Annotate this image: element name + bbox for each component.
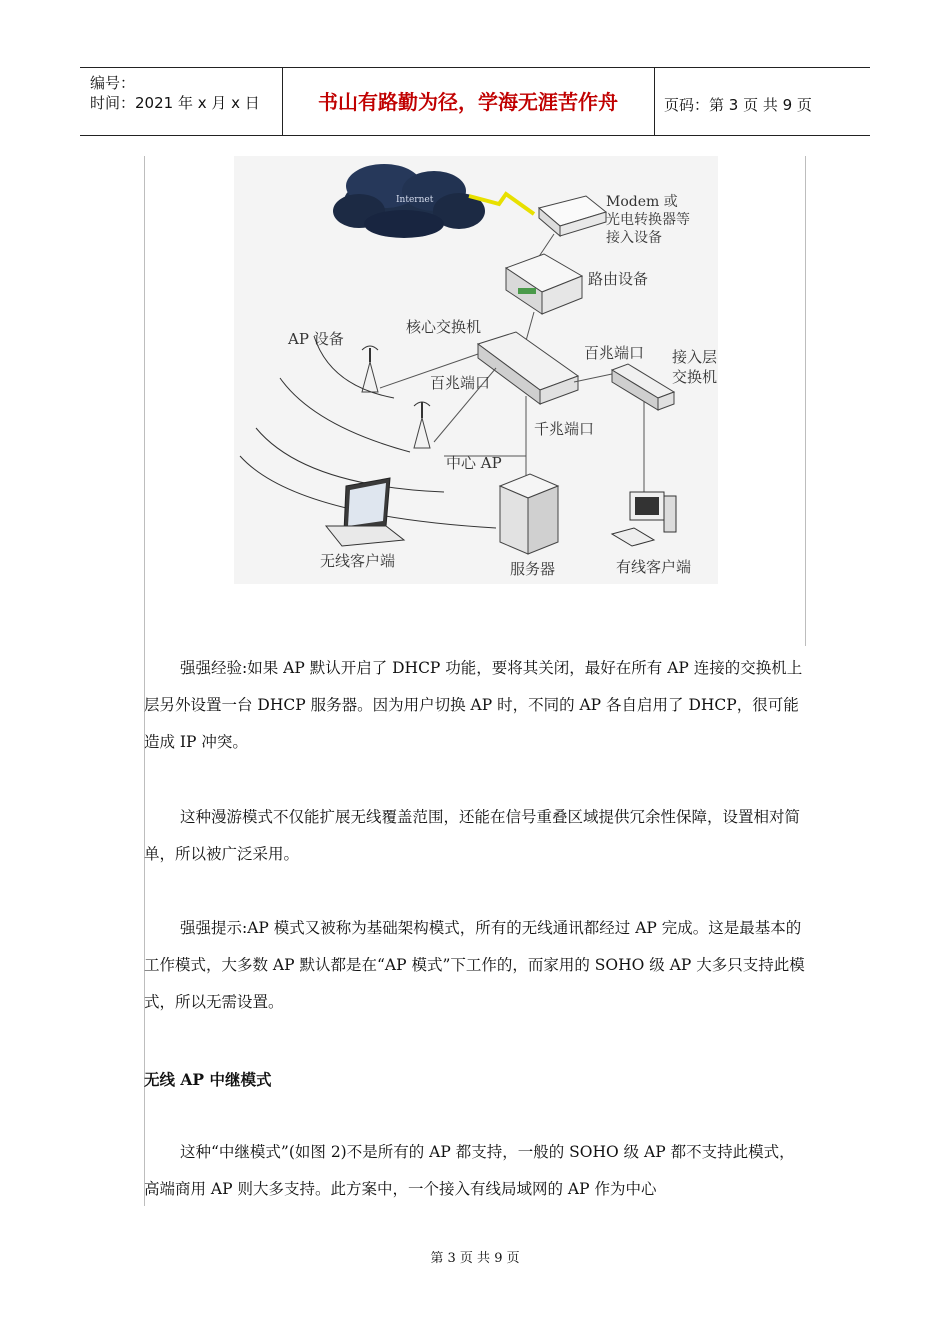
server-label: 服务器 [510, 560, 556, 578]
paragraph-ap-mode: 强强提示:AP 模式又被称为基础架构模式，所有的无线通讯都经过 AP 完成。这是最基本的工作模式，大多数 AP 默认都是在“AP 模式”下工作的，而家用的 SOHO 级 AP 大多只支持此模式，所以无需设置。 [144, 919, 805, 1011]
fast-port-label-2: 百兆端口 [430, 374, 491, 392]
gigabit-port-label: 千兆端口 [534, 420, 595, 438]
header-motto: 书山有路勤为径，学海无涯苦作舟 [318, 90, 618, 114]
header-rule-top [80, 67, 870, 68]
fast-port-label-1: 百兆端口 [584, 344, 645, 362]
wired-client-label: 有线客户端 [616, 558, 692, 576]
paragraph-roaming: 这种漫游模式不仅能扩展无线覆盖范围，还能在信号重叠区域提供冗余性保障，设置相对简单，所以被广泛采用。 [144, 808, 801, 863]
core-switch-label: 核心交换机 [406, 318, 482, 336]
header-divider-2 [654, 67, 655, 136]
internet-label: Internet [396, 195, 434, 205]
access-switch-label-2: 交换机 [672, 368, 718, 386]
access-switch-label-1: 接入层 [672, 348, 718, 366]
header-rule-bottom [80, 135, 870, 136]
ap-device-label: AP 设备 [288, 330, 344, 348]
frame-line-right [805, 156, 806, 646]
modem-label-1: Modem 或 [606, 194, 678, 210]
page-footer: 第 3 页 共 9 页 [430, 1251, 520, 1266]
network-diagram [234, 156, 718, 584]
central-ap-label: 中心 AP [446, 454, 502, 472]
wireless-client-label: 无线客户端 [320, 552, 396, 570]
paragraph-repeater: 这种“中继模式”(如图 2)不是所有的 AP 都支持，一般的 SOHO 级 AP 都不支持此模式，高端商用 AP 则大多支持。此方案中，一个接入有线局域网的 AP 作为中心 [144, 1143, 795, 1198]
section-heading: 无线 AP 中继模式 [144, 1070, 272, 1089]
page-label: 页码：第 3 页 共 9 页 [664, 96, 812, 114]
paragraph-dhcp-tip: 强强经验:如果 AP 默认开启了 DHCP 功能，要将其关闭，最好在所有 AP 连接的交换机上层另外设置一台 DHCP 服务器。因为用户切换 AP 时，不同的 AP 各自启用了 DHCP，很可能造成 IP 冲突。 [144, 659, 803, 751]
router-label: 路由设备 [588, 270, 649, 288]
server-icon [500, 474, 558, 554]
modem-label-3: 接入设备 [606, 230, 662, 246]
modem-label-2: 光电转换器等 [606, 212, 690, 228]
doc-time-label: 时间：2021 年 x 月 x 日 [90, 94, 260, 112]
doc-number-label: 编号： [90, 74, 136, 92]
